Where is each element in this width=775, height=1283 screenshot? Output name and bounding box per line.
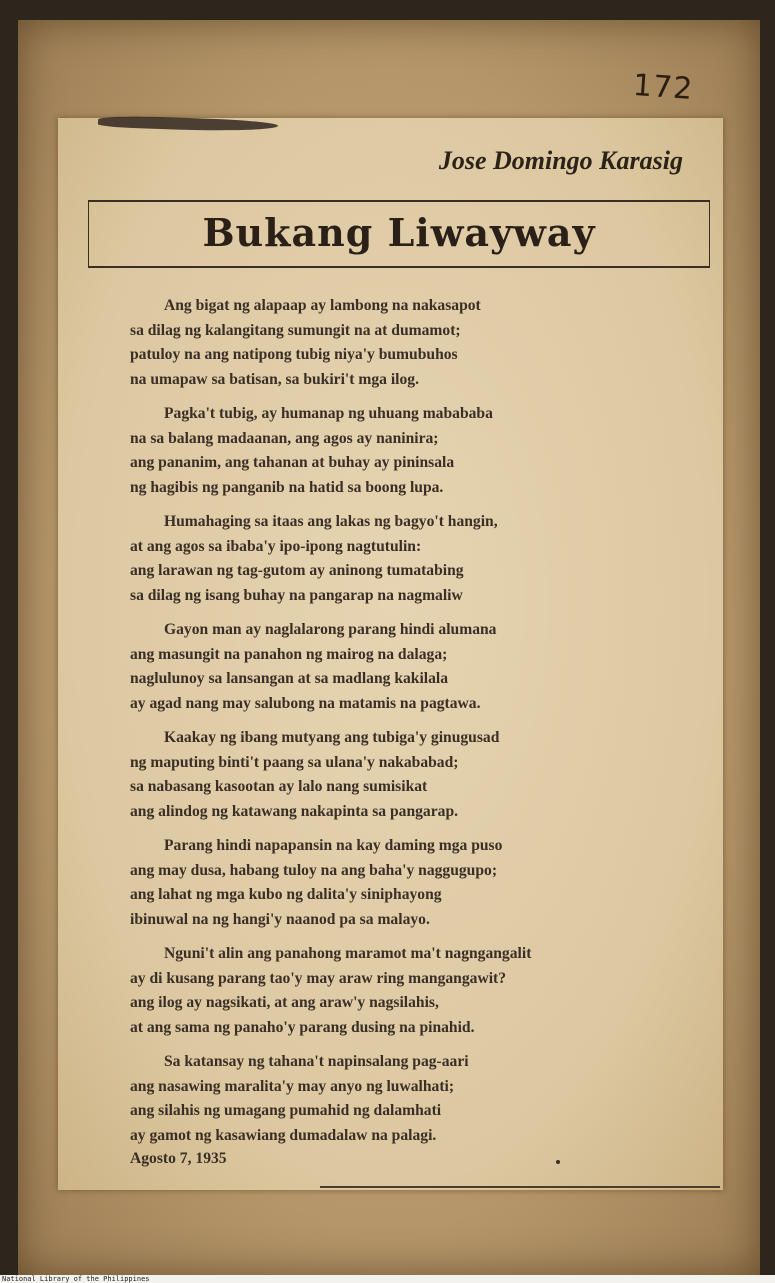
poem-line: ang masungit na panahon ng mairog na dalaga; <box>130 645 448 663</box>
poem-line: Ang bigat ng alapaap ay lambong na nakasapot <box>164 297 481 314</box>
title-box <box>88 200 710 268</box>
poem-line: ay gamot ng kasawiang dumadalaw na palagi. <box>130 1126 437 1144</box>
newspaper-clipping <box>58 118 723 1190</box>
poem-line: na sa balang madaanan, ang agos ay naninira; <box>130 429 439 447</box>
poem-line: Nguni't alin ang panahong maramot ma't nagngangalit <box>164 945 532 962</box>
poem-body <box>130 294 710 1158</box>
poem-line: ng hagibis ng panganib na hatid sa boong lupa. <box>130 478 444 496</box>
poem-line: na umapaw sa batisan, sa bukiri't mga ilog. <box>130 370 419 388</box>
footer-credit: National Library of the Philippines <box>0 1275 775 1283</box>
poem-title: Bukang Liwayway <box>202 210 596 255</box>
ink-smudge <box>98 115 278 133</box>
poem-date: Agosto 7, 1935 <box>130 1150 227 1167</box>
stanza <box>130 726 710 824</box>
poem-line: ang silahis ng umagang pumahid ng dalamhati <box>130 1102 442 1119</box>
stanza <box>130 402 710 500</box>
poem-line: sa dilag ng isang buhay na pangarap na nagmaliw <box>130 586 463 604</box>
poem-line: Sa katansay ng tahana't napinsalang pag-aari <box>164 1053 469 1070</box>
stanza <box>130 618 710 716</box>
author-name: Jose Domingo Karasig <box>438 146 683 175</box>
poem-line: ang pananim, ang tahanan at buhay ay pininsala <box>130 454 455 471</box>
poem-line: naglulunoy sa lansangan at sa madlang kakilala <box>130 670 449 687</box>
poem-line: sa nabasang kasootan ay lalo nang sumisikat <box>130 778 428 795</box>
poem-line: ibinuwal na ng hangi'y naanod pa sa malayo. <box>130 910 430 928</box>
ink-dot <box>556 1160 560 1164</box>
page-number: 172 <box>631 67 695 108</box>
poem-line: Kaakay ng ibang mutyang ang tubiga'y ginugusad <box>164 729 500 746</box>
poem-line: ang ilog ay nagsikati, at ang araw'y nagsilahis, <box>130 994 439 1011</box>
stanza <box>130 510 710 608</box>
poem-line: ng maputing binti't paang sa ulana'y nakababad; <box>130 753 459 771</box>
poem-line: ang lahat ng mga kubo ng dalita'y siniphayong <box>130 886 442 903</box>
poem-line: ang may dusa, habang tuloy na ang baha'y naggugupo; <box>130 861 498 879</box>
bottom-rule <box>320 1186 720 1188</box>
stanza <box>130 942 710 1040</box>
poem-line: Pagka't tubig, ay humanap ng uhuang mabababa <box>164 405 493 422</box>
poem-line: ay di kusang parang tao'y may araw ring mangangawit? <box>130 969 507 987</box>
poem-line: patuloy na ang natipong tubig niya'y bumubuhos <box>130 346 458 363</box>
poem-line: Humahaging sa itaas ang lakas ng bagyo't hangin, <box>164 513 498 530</box>
poem-line: at ang sama ng panaho'y parang dusing na pinahid. <box>130 1018 475 1036</box>
poem-line: Parang hindi napapansin na kay daming mga puso <box>164 837 503 854</box>
poem-line: ang nasawing maralita'y may anyo ng luwalhati; <box>130 1077 455 1095</box>
stanza <box>130 834 710 932</box>
poem-line: ay agad nang may salubong na matamis na pagtawa. <box>130 694 481 712</box>
poem-line: at ang agos sa ibaba'y ipo-ipong nagtutulin: <box>130 537 422 555</box>
poem-line: sa dilag ng kalangitang sumungit na at dumamot; <box>130 321 461 339</box>
poem-line: ang alindog ng katawang nakapinta sa pangarap. <box>130 802 459 820</box>
stanza <box>130 294 710 392</box>
poem-line: Gayon man ay naglalarong parang hindi alumana <box>164 621 497 638</box>
poem-line: ang larawan ng tag-gutom ay aninong tumatabing <box>130 562 464 579</box>
stanza <box>130 1050 710 1148</box>
